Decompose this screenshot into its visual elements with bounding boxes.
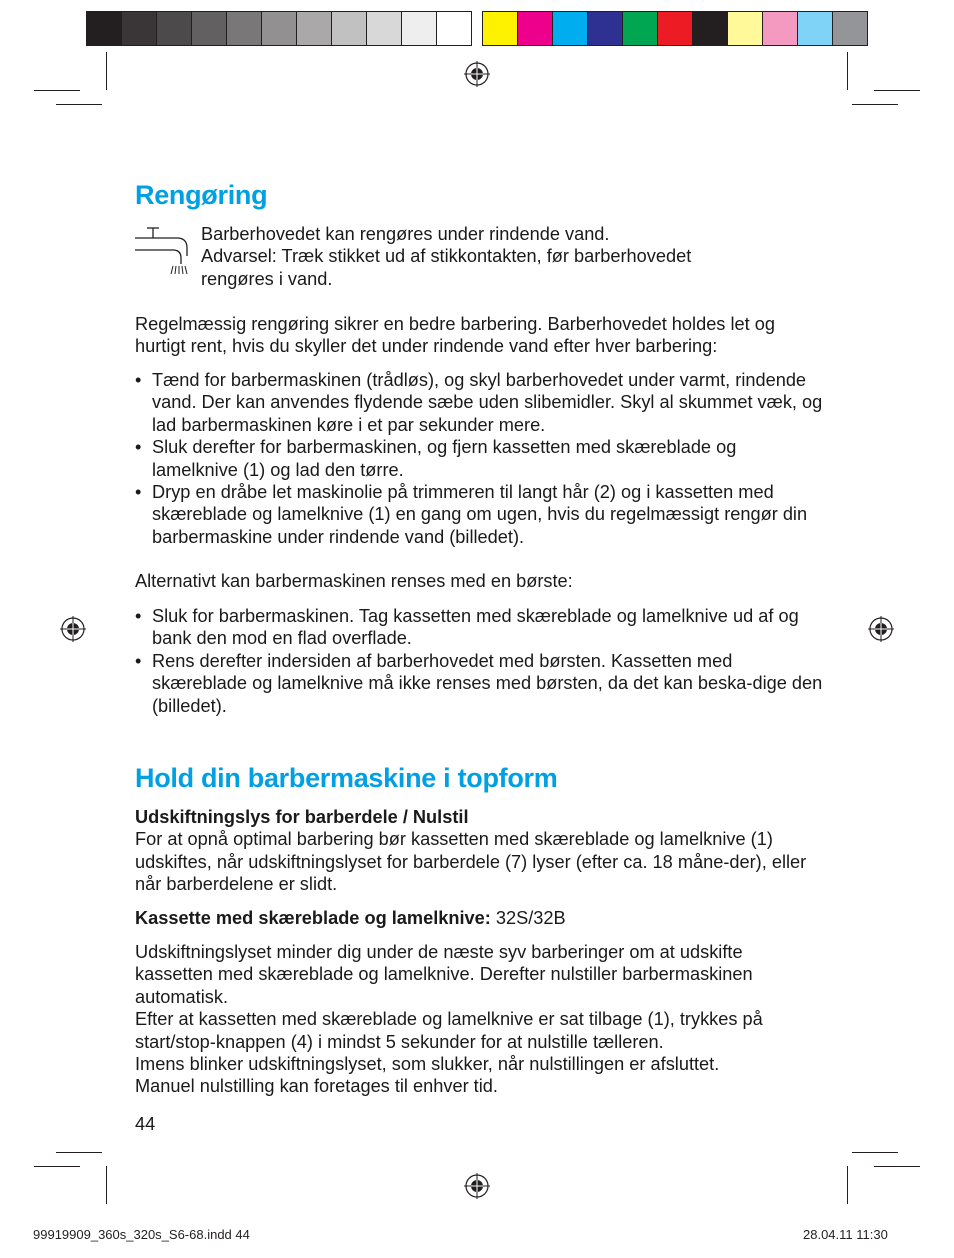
reset-block — [135, 941, 825, 1098]
registration-mark-icon — [463, 1172, 491, 1200]
color-swatch — [833, 12, 867, 45]
color-swatch — [518, 12, 553, 45]
list-item: • Sluk derefter for barbermaskinen, og fjern kassetten med skæreblade og lamelknive (1) og lad den tørre. — [135, 436, 825, 481]
color-swatch — [227, 12, 262, 45]
cassette-label: Kassette med skæreblade og lamelknive: — [135, 908, 491, 928]
icon-notice-line: rengøres i vand. — [201, 268, 333, 289]
replacement-text: For at opnå optimal barbering bør kassetten med skæreblade og lamelknive (1) udskiftes, når udskiftningslyset for barberdele (7) lyser (efter ca. 18 måne-der), eller når barberdelene er slidt. — [135, 829, 807, 895]
icon-notice-line: Barberhovedet kan rengøres under rindende vand. — [201, 224, 610, 244]
color-swatch — [367, 12, 402, 45]
cassette-line — [135, 907, 825, 929]
blink-text: Imens blinker udskiftningslyset, som slukker, når nulstillingen er afsluttet. — [135, 1054, 720, 1075]
color-swatch — [483, 12, 518, 45]
color-calibration-bar — [482, 11, 868, 46]
section-title-maintenance: Hold din barbermaskine i topform — [135, 763, 558, 793]
list-item: • Sluk for barbermaskinen. Tag kassetten med skæreblade og lamelknive ud af og bank den mod en flad overflade. — [135, 605, 825, 650]
color-swatch — [297, 12, 332, 45]
cassette-model: 32S/32B — [490, 908, 566, 928]
faucet-icon — [133, 224, 189, 276]
registration-mark-icon — [59, 615, 87, 643]
replacement-light-block — [135, 806, 825, 896]
color-swatch — [553, 12, 588, 45]
icon-notice — [201, 223, 801, 290]
intro-paragraph: Regelmæssig rengøring sikrer en bedre barbering. Barberhovedet holdes let og hurtigt rent, hvis du skyller det under rindende vand efter hver barbering: — [135, 314, 775, 357]
color-swatch — [623, 12, 658, 45]
color-swatch — [798, 12, 833, 45]
list-item: • Rens derefter indersiden af barberhovedet med børsten. Kassetten med skæreblade og lamelknive må ikke renses med børsten, da det kan beska-dige den (billedet). — [135, 650, 825, 717]
reset-text: Efter at kassetten med skæreblade og lamelknive er sat tilbage (1), trykkes på start/stop-knappen (4) i mindst 5 sekunder for at nulstille tælleren. — [135, 1009, 763, 1052]
subheading: Udskiftningslys for barberdele / Nulstil — [135, 807, 469, 827]
icon-notice-line: Advarsel: Træk stikket ud af stikkontakten, før barberhovedet — [201, 246, 692, 267]
color-swatch — [763, 12, 798, 45]
registration-mark-icon — [867, 615, 895, 643]
registration-mark-icon — [463, 60, 491, 88]
brush-steps-list — [135, 605, 825, 717]
alternative-paragraph: Alternativt kan barbermaskinen renses med en børste: — [135, 571, 573, 591]
list-item: • Tænd for barbermaskinen (trådløs), og skyl barberhovedet under varmt, rindende vand. Der kan anvendes flydende sæbe uden slibemidler. Skyl al skummet væk, og lad barbermaskinen køre i et par sekunder mere. — [135, 369, 825, 436]
color-swatch — [437, 12, 471, 45]
cleaning-steps-list — [135, 369, 825, 548]
page-number: 44 — [135, 1114, 156, 1134]
color-swatch — [693, 12, 728, 45]
color-swatch — [588, 12, 623, 45]
reminder-text: Udskiftningslyset minder dig under de næste syv barberinger om at udskifte kassetten med skæreblade og lamelknive. Derefter nulstiller barbermaskinen automatisk. — [135, 942, 753, 1007]
list-item: • Dryp en dråbe let maskinolie på trimmeren til langt hår (2) og i kassetten med skæreblade og lamelknive (1) en gang om ugen, hvis du regelmæssigt rengør din barbermaskine under rindende vand (billedet). — [135, 481, 825, 548]
section-title-cleaning: Rengøring — [135, 180, 268, 210]
gray-calibration-bar — [86, 11, 472, 46]
color-swatch — [728, 12, 763, 45]
manual-text: Manuel nulstilling kan foretages til enhver tid. — [135, 1076, 498, 1097]
color-swatch — [402, 12, 437, 45]
color-swatch — [262, 12, 297, 45]
footer-file-name: 99919909_360s_320s_S6-68.indd 44 — [33, 1227, 250, 1242]
color-swatch — [122, 12, 157, 45]
color-swatch — [157, 12, 192, 45]
footer-timestamp: 28.04.11 11:30 — [803, 1227, 888, 1242]
color-swatch — [332, 12, 367, 45]
color-swatch — [658, 12, 693, 45]
color-swatch — [87, 12, 122, 45]
color-swatch — [192, 12, 227, 45]
